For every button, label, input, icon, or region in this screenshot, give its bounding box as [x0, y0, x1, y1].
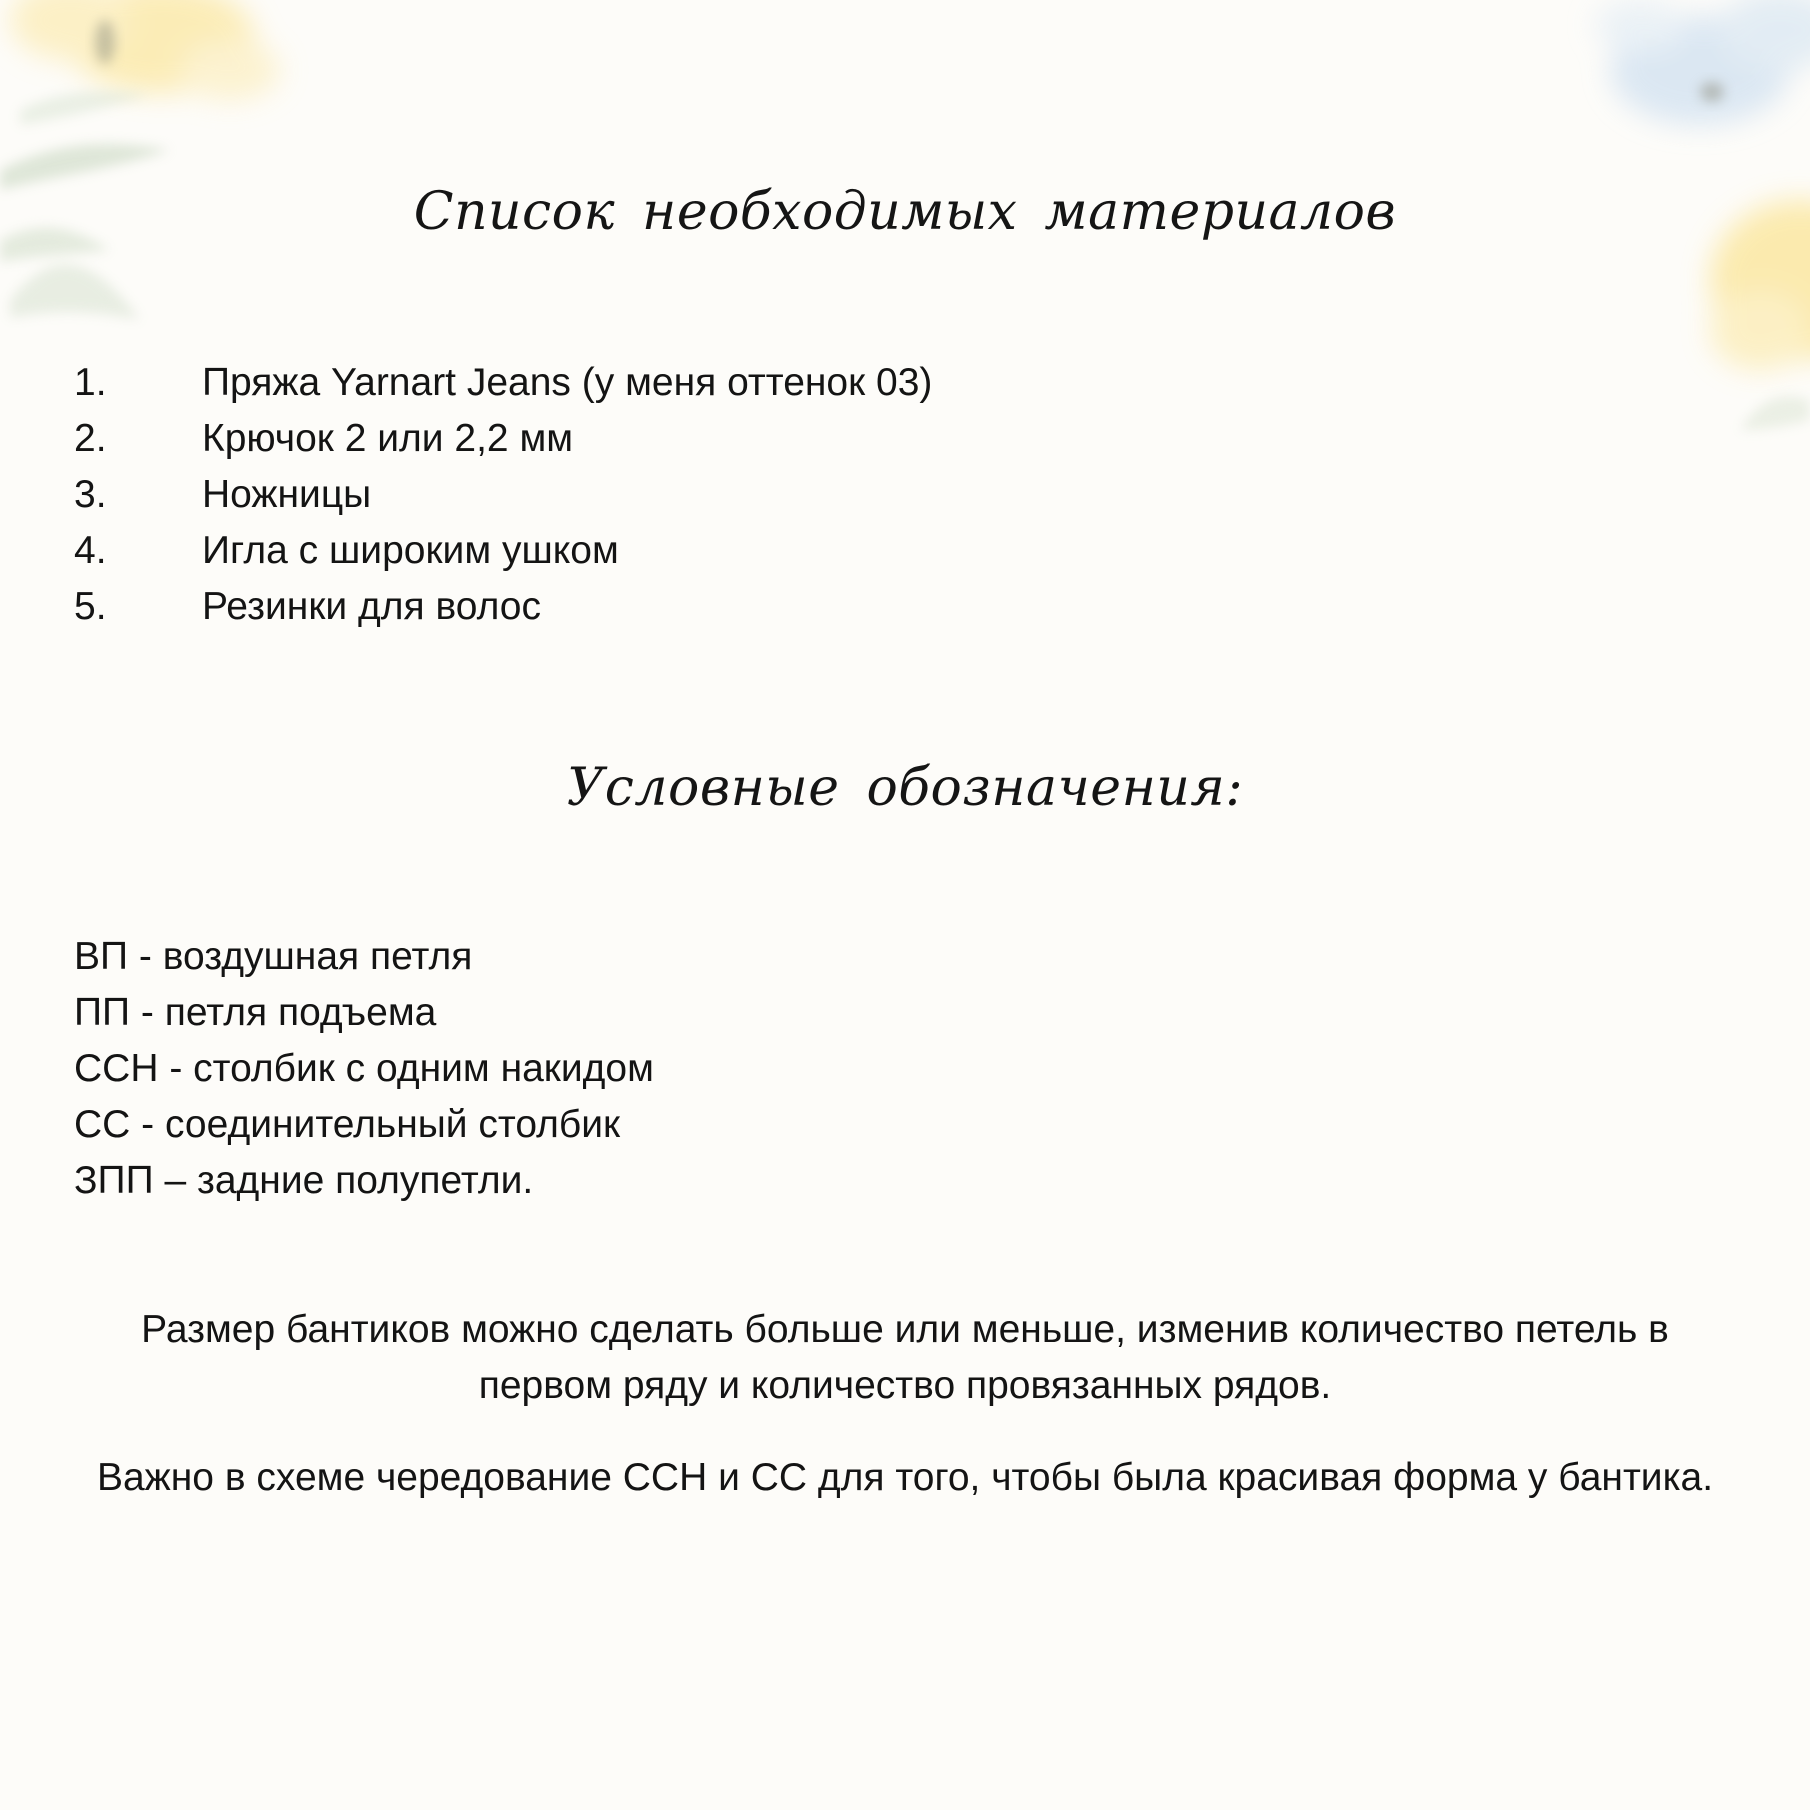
list-item-number: 5. [74, 585, 107, 628]
list-item [74, 355, 932, 411]
list-item-text: Пряжа Yarnart Jeans (у меня оттенок 03) [202, 361, 933, 404]
legend-item: ССН - столбик с одним накидом [74, 1047, 654, 1090]
list-item [74, 523, 932, 579]
legend-item: ПП - петля подъема [74, 991, 437, 1034]
legend-item: ЗПП – задние полупетли. [74, 1159, 534, 1202]
list-item-text: Крючок 2 или 2,2 мм [202, 417, 574, 460]
legend-list [74, 929, 654, 1209]
legend-title: Условные обозначения: [566, 758, 1244, 818]
list-item [74, 411, 932, 467]
materials-list [74, 355, 932, 635]
size-note: Размер бантиков можно сделать больше или меньше, изменив количество петель в первом ряду и количество провязанных рядов. [141, 1308, 1669, 1407]
list-item [74, 467, 932, 523]
list-item-number: 4. [74, 529, 107, 572]
list-item-number: 1. [74, 361, 107, 404]
legend-item: СС - соединительный столбик [74, 1103, 621, 1146]
list-item [74, 579, 932, 635]
list-item-number: 3. [74, 473, 107, 516]
list-item-text: Резинки для волос [202, 585, 541, 628]
important-note: Важно в схеме чередование ССН и СС для того, чтобы была красивая форма у бантика. [96, 1456, 1714, 1499]
list-item-number: 2. [74, 417, 107, 460]
legend-item: ВП - воздушная петля [74, 935, 473, 978]
list-item-text: Игла с широким ушком [202, 529, 619, 572]
materials-title: Список необходимых материалов [413, 182, 1397, 242]
list-item-text: Ножницы [202, 473, 372, 516]
